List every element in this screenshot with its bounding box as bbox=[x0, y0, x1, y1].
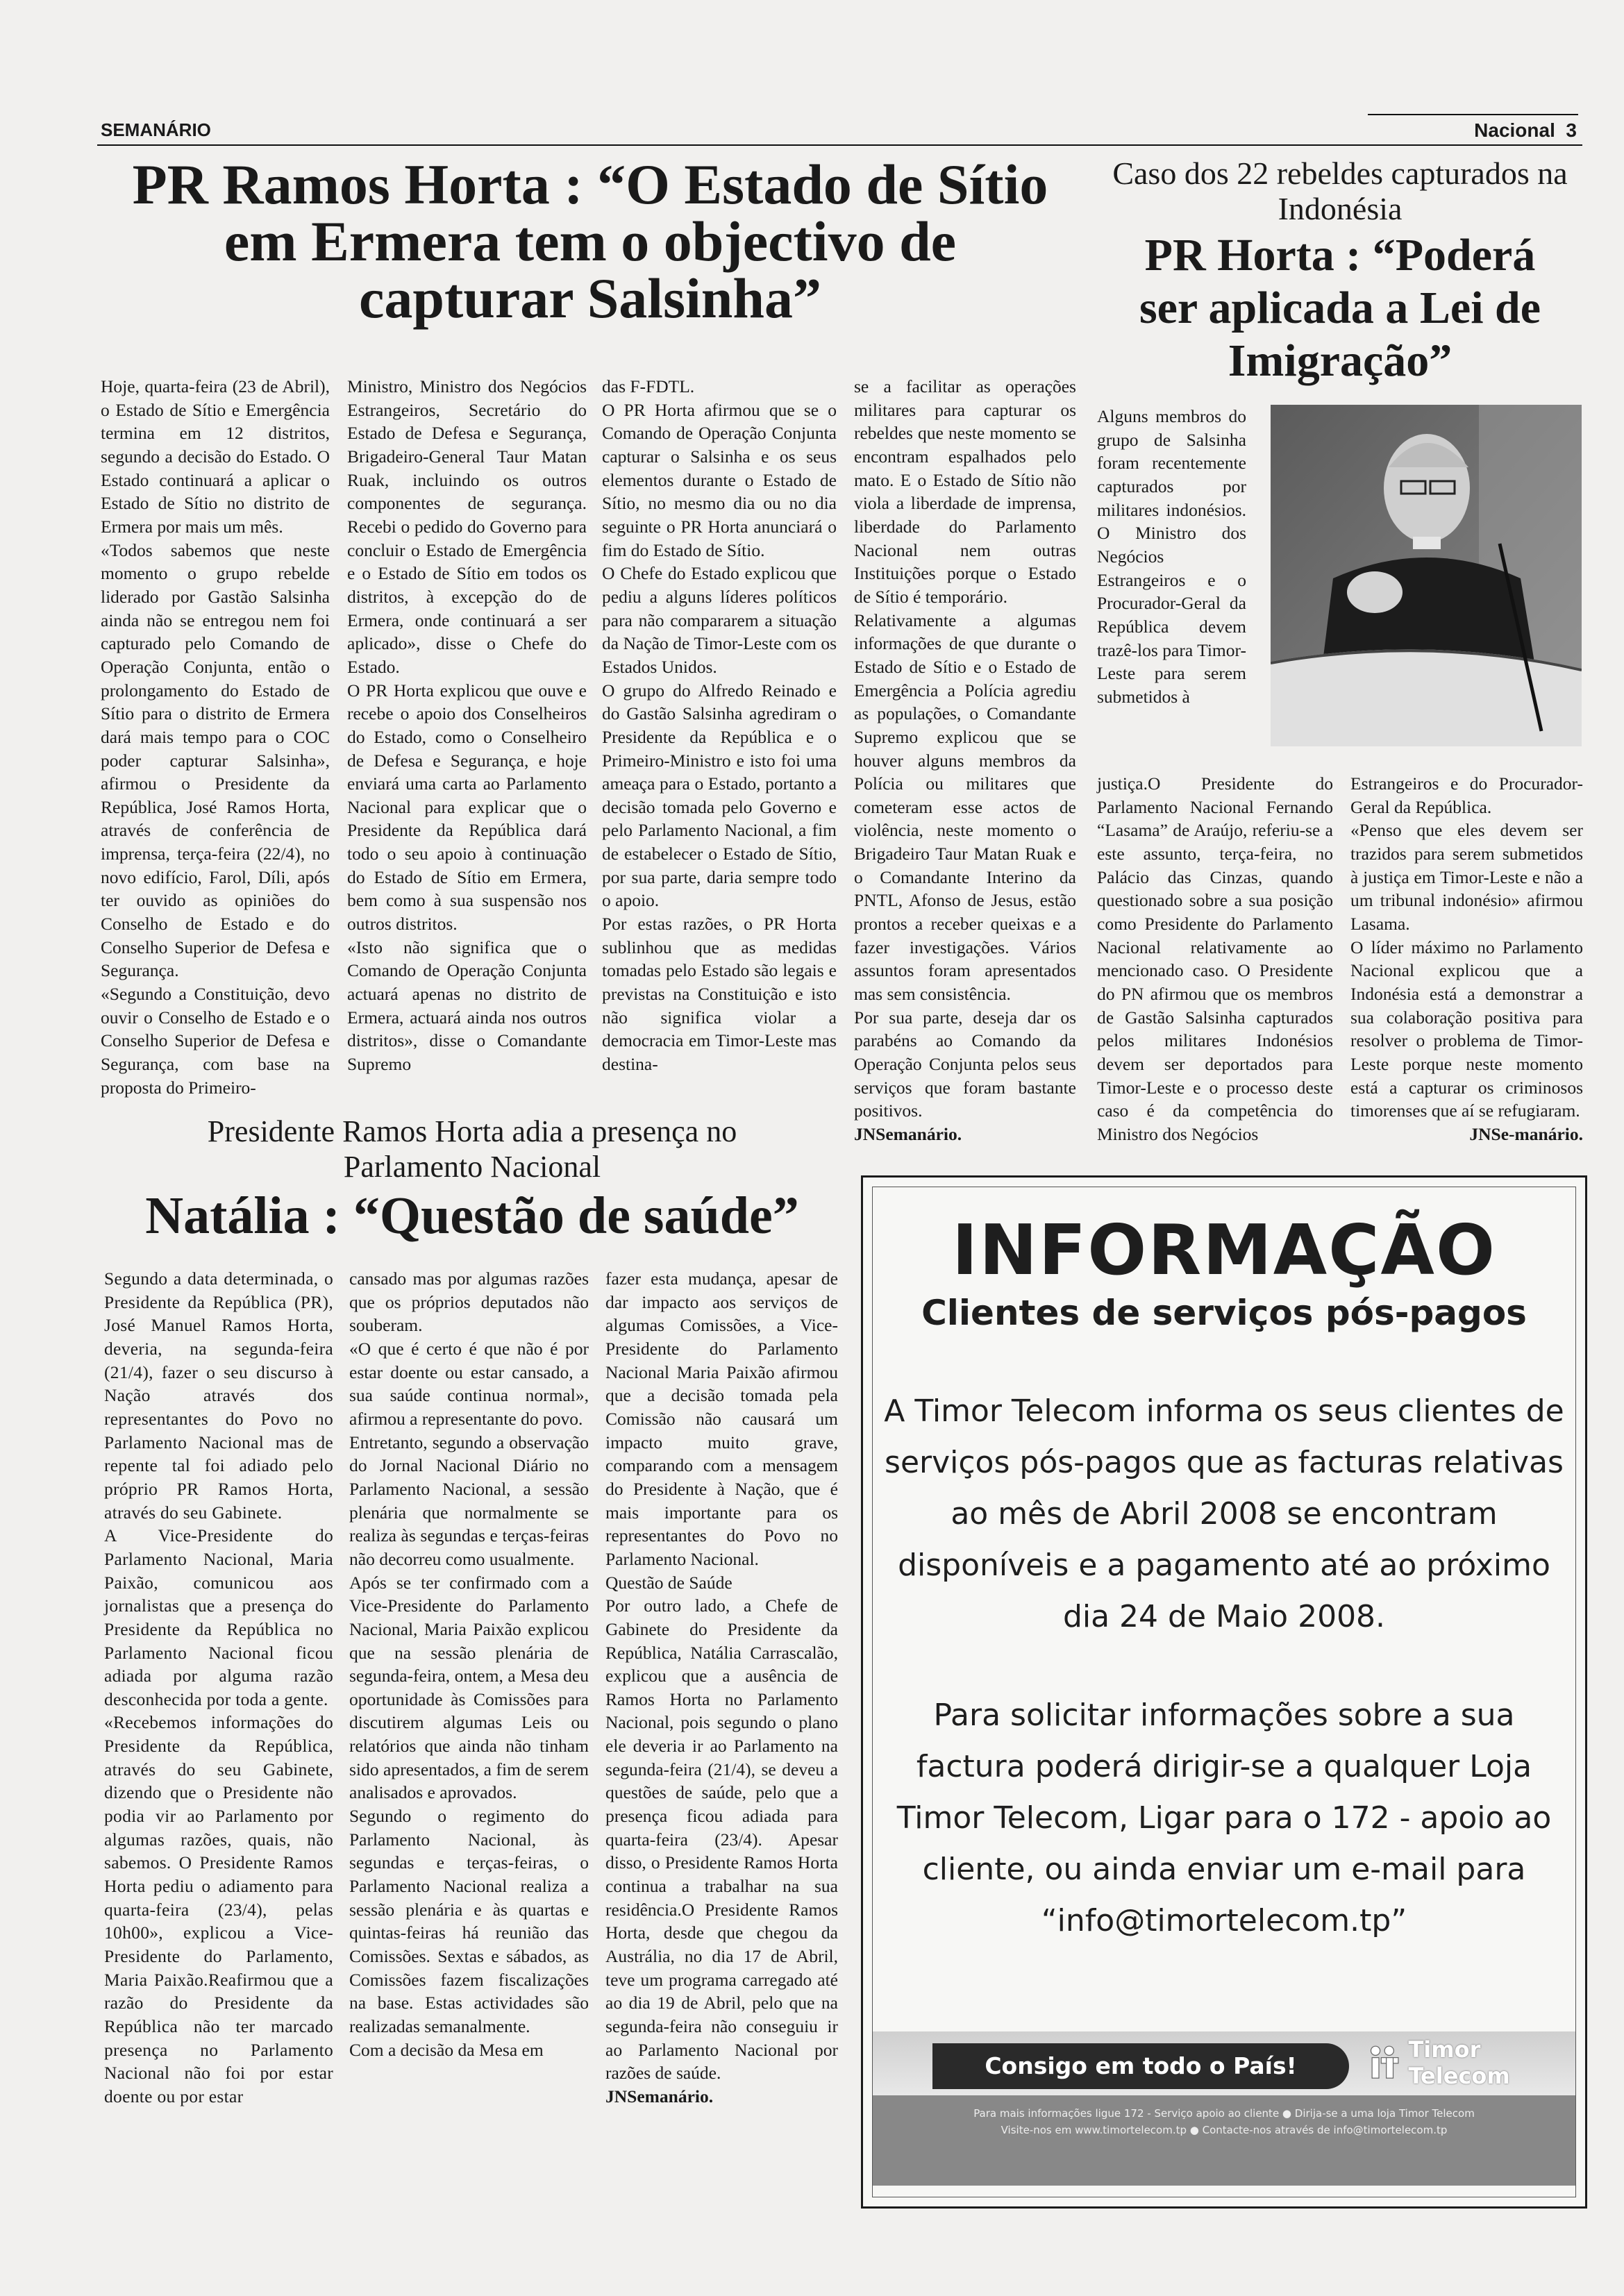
paragraph: justiça.O Presidente do Parlamento Nacional Fernando “Lasama” de Araújo, referiu-se a este assunto, terça-feira, no Palácio das Cinzas, quando questionado sobre a sua posição como Presidente do Parlamento Nacional relativamente ao mencionado caso. O Presidente do PN afirmou que os membros de Gastão Salsinha capturados pelos militares Indonésios devem ser deportados para Timor-Leste e o processo deste caso é da competência do Ministro dos Negócios bbox=[1097, 773, 1333, 1144]
paragraph: Por sua parte, deseja dar os parabéns ao Comando da Operação Conjunta pelos seus serviços que foram bastante positivos. bbox=[854, 1007, 1076, 1121]
paragraph: O PR Horta afirmou que se o Comando de Operação Conjunta capturar o Salsinha e os seus elementos durante o Estado de Sítio, no mesmo dia ou no dia seguinte o PR Horta anunciará o fim do Estado de Sítio. bbox=[602, 399, 837, 560]
logo-text: Timor Telecom bbox=[1408, 2036, 1510, 2089]
publication-name: SEMANÁRIO bbox=[101, 119, 211, 140]
article1-headline-line: capturar Salsinha” bbox=[358, 267, 821, 330]
article2-signature: JNSe-manário. bbox=[1469, 1123, 1583, 1144]
article3-column-3 bbox=[605, 1267, 838, 2109]
paragraph: «Isto não significa que o Comando de Operação Conjunta actuará apenas no distrito de Ermera, actuará ainda nos outros distritos», disse o Comandante Supremo bbox=[347, 937, 587, 1075]
paragraph: Hoje, quarta-feira (23 de Abril), o Estado de Sítio e Emergência termina em 12 distritos, segundo a decisão do Estado. O Estado continuará a aplicar o Estado de Sítio no distrito de Ermera por mais um mês. bbox=[101, 376, 330, 537]
article2-headline bbox=[1094, 229, 1587, 387]
paragraph: Estrangeiros e do Procurador-Geral da República. bbox=[1350, 773, 1583, 817]
paragraph: O PR Horta explicou que ouve e recebe o apoio dos Conselheiros do Estado, como o Conselheiro de Defesa e Segurança, e hoje enviará uma carta ao Parlamento Nacional para explicar que o Presidente da República dará todo o seu apoio à continuação do Estado de Sítio em Ermera, bem como à sua suspensão nos outros distritos. bbox=[347, 680, 587, 935]
paragraph: «Todos sabemos que neste momento o grupo rebelde liderado por Gastão Salsinha ainda não se entregou nem foi capturado pelo Comando de Operação Conjunta, então o prolongamento do Estado de Sítio para o distrito de Ermera dará mais tempo para o COC poder capturar Salsinha», afirmou o Presidente da República, José Ramos Horta, através de conferência de imprensa, terça-feira (22/4), no novo edifício, Farol, Díli, após ter ouvido as opiniões do Conselho de Estado e do Conselho Superior de Defesa e Segurança. bbox=[101, 539, 330, 981]
paragraph: Segundo o regimento do Parlamento Nacional, às segundas e terças-feiras, o Parlamento Nacional realiza a sessão plenária e às quartas e quintas-feiras há reunião das Comissões. Sextas e sábados, as Comissões fazem fiscalizações na base. Estas actividades são realizadas semanalmente. bbox=[349, 1806, 589, 2036]
timor-telecom-ad bbox=[861, 1175, 1587, 2209]
article3-kicker bbox=[97, 1114, 847, 1184]
ad-body-2: Para solicitar informações sobre a sua factura poderá dirigir-se a qualquer Loja Timor Telecom, Ligar para o 172 - apoio ao cliente, ou ainda enviar um e-mail para “info@timortelecom.tp” bbox=[896, 1698, 1552, 1938]
speaker-illustration bbox=[1271, 405, 1582, 746]
section-header bbox=[1474, 119, 1577, 142]
ad-footer-line: Para mais informações ligue 172 - Serviço apoio ao cliente ● Dirija-se a uma loja Timor Telecom bbox=[973, 2107, 1475, 2120]
ad-footer-line: Visite-nos em www.timortelecom.tp ● Contacte-nos através de info@timortelecom.tp bbox=[1001, 2124, 1448, 2136]
timor-telecom-logo bbox=[1363, 2034, 1557, 2092]
article2-column-a bbox=[1097, 772, 1333, 1146]
article1-column-1 bbox=[101, 375, 330, 1099]
header-rule bbox=[97, 144, 1582, 146]
paragraph: O grupo do Alfredo Reinado e do Gastão Salsinha agrediram o Presidente da República e o Primeiro-Ministro e isto foi uma ameaça para o Estado, portanto a decisão tomada pelo Governo e pelo Parlamento Nacional, a fim de estabelecer o Estado de Sítio, por sua parte, daria sempre todo o apoio. bbox=[602, 680, 837, 911]
ad-body-1: A Timor Telecom informa os seus clientes de serviços pós-pagos que as facturas relativas ao mês de Abril 2008 se encontram disponíveis e a pagamento até ao próximo dia 24 de Maio 2008. bbox=[884, 1393, 1564, 1634]
page-number: 3 bbox=[1566, 119, 1577, 141]
paragraph: Alguns membros do grupo de Salsinha foram recentemente capturados por militares indonésios. O Ministro dos Negócios Estrangeiros e o Procurador-Geral da República devem trazê-los para Timor-Leste para serem submetidos à bbox=[1097, 406, 1246, 707]
article3-headline: Natália : “Questão de saúde” bbox=[145, 1187, 799, 1245]
paragraph: «O que é certo é que não é por estar doente ou estar cansado, a sua saúde continua normal», afirmou a representante do povo. bbox=[349, 1338, 589, 1429]
paragraph: A Vice-Presidente do Parlamento Nacional, Maria Paixão, comunicou aos jornalistas que a presença do Presidente da República no Parlamento Nacional ficou adiada por alguma razão desconhecida por toda a gente. bbox=[104, 1525, 333, 1709]
paragraph: Entretanto, segundo a observação do Jornal Nacional Diário no Parlamento Nacional, a sessão plenária que normalmente se realiza às segundas e terças-feiras não decorreu como usualmente. bbox=[349, 1432, 589, 1569]
paragraph: Relativamente a algumas informações de que durante o Estado de Sítio e o Estado de Emergência a Polícia agrediu as populações, o Comandante Supremo explicou que se houver alguns membros da Polícia ou militares que cometeram esse actos de violência, neste momento o Brigadeiro Taur Matan Ruak e o Comandante Interino da PNTL, Afonso de Jesus, estão prontos a receber queixas e a fazer investigações. Vários assuntos foram apresentados mas sem consistência. bbox=[854, 610, 1076, 1005]
article2-column-b bbox=[1350, 772, 1583, 1146]
article2-headline-line: PR Horta : “Poderá bbox=[1144, 230, 1536, 280]
paragraph: Segundo a data determinada, o Presidente da República (PR), José Manuel Ramos Horta, deveria, na segunda-feira (21/4), fazer o seu discurso à Nação através dos representantes do Povo no Parlamento Nacional mas de repente tal foi adiado pelo próprio PR Ramos Horta, através do seu Gabinete. bbox=[104, 1268, 333, 1523]
article1-column-3 bbox=[602, 375, 837, 1076]
telecom-logo-icon bbox=[1363, 2038, 1403, 2087]
ad-title: INFORMAÇÃO bbox=[952, 1209, 1496, 1291]
speaker-photo bbox=[1271, 405, 1582, 746]
paragraph: Por estas razões, o PR Horta sublinhou que as medidas tomadas pelo Estado são legais e previstas na Constituição e isto não significa violar a democracia em Timor-Leste mas destina- bbox=[602, 914, 837, 1075]
paragraph: O Chefe do Estado explicou que pediu a alguns líderes políticos para não compararem a situação da Nação de Timor-Leste com os Estados Unidos. bbox=[602, 563, 837, 677]
article3-kicker-line: Parlamento Nacional bbox=[343, 1149, 601, 1184]
article1-column-4 bbox=[854, 375, 1076, 1146]
paragraph: das F-FDTL. bbox=[602, 376, 695, 396]
article3-kicker-line: Presidente Ramos Horta adia a presença no bbox=[207, 1114, 737, 1148]
paragraph: «Segundo a Constituição, devo ouvir o Conselho de Estado e o Conselho Superior de Defesa e Segurança, com base na proposta do Primeiro- bbox=[101, 984, 330, 1098]
paragraph: Por outro lado, a Chefe de Gabinete do Presidente da República, Natália Carrascalão, explicou que a ausência de Ramos Horta no Parlamento Nacional, pois segundo o plano ele deveria ir ao Parlamento na segunda-feira (21/4), se deveu a questões de saúde, pelo que a presença ficou adiada para quarta-feira (23/4). Apesar disso, o Presidente Ramos Horta continua a trabalhar na sua residência.O Presidente Ramos Horta, desde que chegou da Austrália, no dia 17 de Abril, teve um programa carregado até ao dia 19 de Abril, pelo que na segunda-feira não conseguiu ir ao Parlamento Nacional por razões de saúde. bbox=[605, 1595, 838, 2084]
article1-headline-line: PR Ramos Horta : “O Estado de Sítio bbox=[132, 153, 1048, 216]
article1-headline bbox=[97, 153, 1083, 330]
header-rule-right bbox=[1368, 114, 1578, 115]
article2-kicker: Caso dos 22 rebeldes capturados na Indonésia bbox=[1112, 156, 1568, 226]
article1-signature: JNSemanário. bbox=[854, 1124, 962, 1144]
article3-signature: JNSemanário. bbox=[605, 2086, 714, 2106]
paragraph: «Penso que eles devem ser trazidos para serem submetidos à justiça em Timor-Leste e não a um tribunal indonésio» afirmou Lasama. bbox=[1350, 820, 1583, 934]
article1-headline-line: em Ermera tem o objectivo de bbox=[224, 210, 957, 273]
paragraph: Após se ter confirmado com a Vice-Presidente do Parlamento Nacional, Maria Paixão explicou que na sessão plenária de segunda-feira, ontem, a Mesa deu oportunidade às Comissões para discutirem algumas Leis ou relatórios que ainda não tinham sido apresentados, a fim de serem analisados e aprovados. bbox=[349, 1572, 589, 1803]
paragraph: Ministro, Ministro dos Negócios Estrangeiros, Secretário do Estado de Defesa e Segurança, Brigadeiro-General Taur Matan Ruak, incluindo os outros componentes de segurança. Recebi o pedido do Governo para concluir o Estado de Emergência e o Estado de Sítio em todos os distritos, à excepção do de Ermera, onde continuará a ser aplicado», disse o Chefe do Estado. bbox=[347, 376, 587, 677]
paragraph: O líder máximo no Parlamento Nacional explicou que a Indonésia está a demonstrar a sua colaboração positiva para resolver o problema de Timor-Leste porque neste momento está a capturar os criminosos timorenses que aí se refugiaram. bbox=[1350, 937, 1583, 1121]
paragraph: se a facilitar as operações militares para capturar os rebeldes que neste momento se encontram espalhados pelo mato. E o Estado de Sítio não viola a liberdade de imprensa, liberdade do Parlamento Nacional nem outras Instituições porque o Estado de Sítio é temporário. bbox=[854, 376, 1076, 607]
paragraph: «Recebemos informações do Presidente da República, através do seu Gabinete, dizendo que o Presidente não podia vir ao Parlamento por algumas razões, quais, não sabemos. O Presidente Ramos Horta pediu o adiamento para quarta-feira (23/4), pelas 10h00», explicou a Vice-Presidente do Parlamento, Maria Paixão.Reafirmou que a razão do Presidente da República não ter marcado presença no Parlamento Nacional não foi por estar doente ou por estar bbox=[104, 1712, 333, 2106]
article2-column-narrow bbox=[1097, 405, 1246, 709]
article3-column-2 bbox=[349, 1267, 589, 2061]
ad-subtitle: Clientes de serviços pós-pagos bbox=[921, 1293, 1527, 1333]
paragraph: cansado mas por algumas razões que os próprios deputados não souberam. bbox=[349, 1268, 589, 1336]
ad-slogan: Consigo em todo o País! bbox=[932, 2043, 1349, 2089]
subheading: Questão de Saúde bbox=[605, 1572, 733, 1593]
article2-headline-line: ser aplicada a Lei de bbox=[1139, 282, 1541, 333]
article3-column-1 bbox=[104, 1267, 333, 2109]
article1-column-2 bbox=[347, 375, 587, 1076]
paragraph: Com a decisão da Mesa em bbox=[349, 2039, 544, 2060]
article2-headline-line: Imigração” bbox=[1228, 335, 1453, 386]
ad-footer bbox=[873, 2095, 1575, 2186]
section-name: Nacional bbox=[1474, 119, 1555, 141]
paragraph: fazer esta mudança, apesar de dar impacto aos serviços de algumas Comissões, a Vice-Presidente do Parlamento Nacional Maria Paixão afirmou que a decisão tomada pela Comissão não causará um impacto muito grave, comparando com a mensagem do Presidente à Nação, que é mais importante para os representantes do Povo no Parlamento Nacional. bbox=[605, 1268, 838, 1569]
